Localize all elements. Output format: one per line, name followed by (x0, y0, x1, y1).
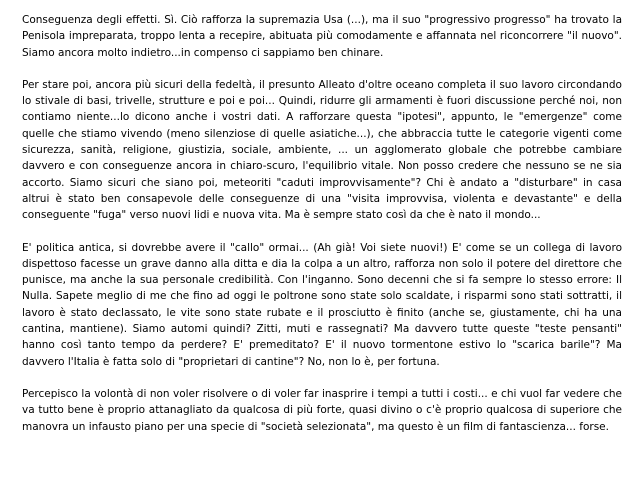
document-body (22, 12, 622, 435)
paragraph-4: Percepisco la volontà di non voler risolvere o di voler far inasprire i tempi a tutti i costi... e chi vuol far vedere che va tutto bene è proprio attanagliato da qualcosa di più forte, quasi divino o c'è proprio qualcosa di superiore che manovra un infausto piano per una specie di "società selezionata", ma questo è un film di fantascienza... forse. (22, 387, 622, 433)
paragraph-1: Conseguenza degli effetti. Sì. Ciò rafforza la supremazia Usa (...), ma il suo "progressivo progresso" ha trovato la Penisola impreparata, troppo lenta a recepire, abituata più comodamente e affannata nel riconcorrere "il nuovo". Siamo ancora molto indietro...in compenso ci sappiamo ben chinare. (22, 14, 622, 59)
paragraph-3: E' politica antica, si dovrebbe avere il "callo" ormai... (Ah già! Voi siete nuovi!) E' come se un collega di lavoro dispettoso facesse un grave danno alla ditta e dia la colpa a un altro, rafforza non solo il potere del direttore che punisce, ma anche la sua personale credibilità. Con l'inganno. Sono decenni che si fa sempre lo stesso errore: Il Nulla. Sapete meglio di me che fino ad oggi le poltrone sono state solo scaldate, i risparmi sono stati sottratti, il lavoro è stato declassato, le vite sono state rubate e il prosciutto è finito (anche se, giustamente, chi ha una cantina, mantiene). Siamo automi quindi? Zitti, muti e rassegnati? Ma davvero tutte queste "teste pensanti" hanno così tanto tempo da perdere? E' premeditato? E' il nuovo tormentone estivo lo "scarica barile"? Ma davvero l'Italia è fatta solo di "proprietari di cantine"? No, non lo è, per fortuna. (22, 241, 622, 368)
paragraph-2: Per stare poi, ancora più sicuri della fedeltà, il presunto Alleato d'oltre oceano completa il suo lavoro circondando lo stivale di basi, trivelle, strutture e poi e poi... Quindi, ridurre gli armamenti è fuori discussione perché noi, non contiamo niente...lo dicono anche i vostri dati. A rafforzare questa "ipotesi", appunto, le "emergenze" come quelle che stiamo vivendo (meno silenziose di quelle asiatiche...), che abbraccia tutte le categorie vigenti come sicurezza, sanità, religione, giustizia, sociale, ambiente, ... un agglomerato globale che potrebbe cambiare davvero e con conseguenze ancora in chiaro-scuro, l'equilibrio vitale. Non posso credere che nessuno se ne sia accorto. Siamo sicuri che siano poi, meteoriti "caduti improvvisamente"? Chi è andato a "disturbare" in casa altrui è stato ben consapevole delle conseguenze di una "visita improvvisa, violenta e devastante" e della conseguente "fuga" verso nuovi lidi e nuova vita. Ma è sempre stato così da che è nato il mondo... (22, 78, 622, 222)
